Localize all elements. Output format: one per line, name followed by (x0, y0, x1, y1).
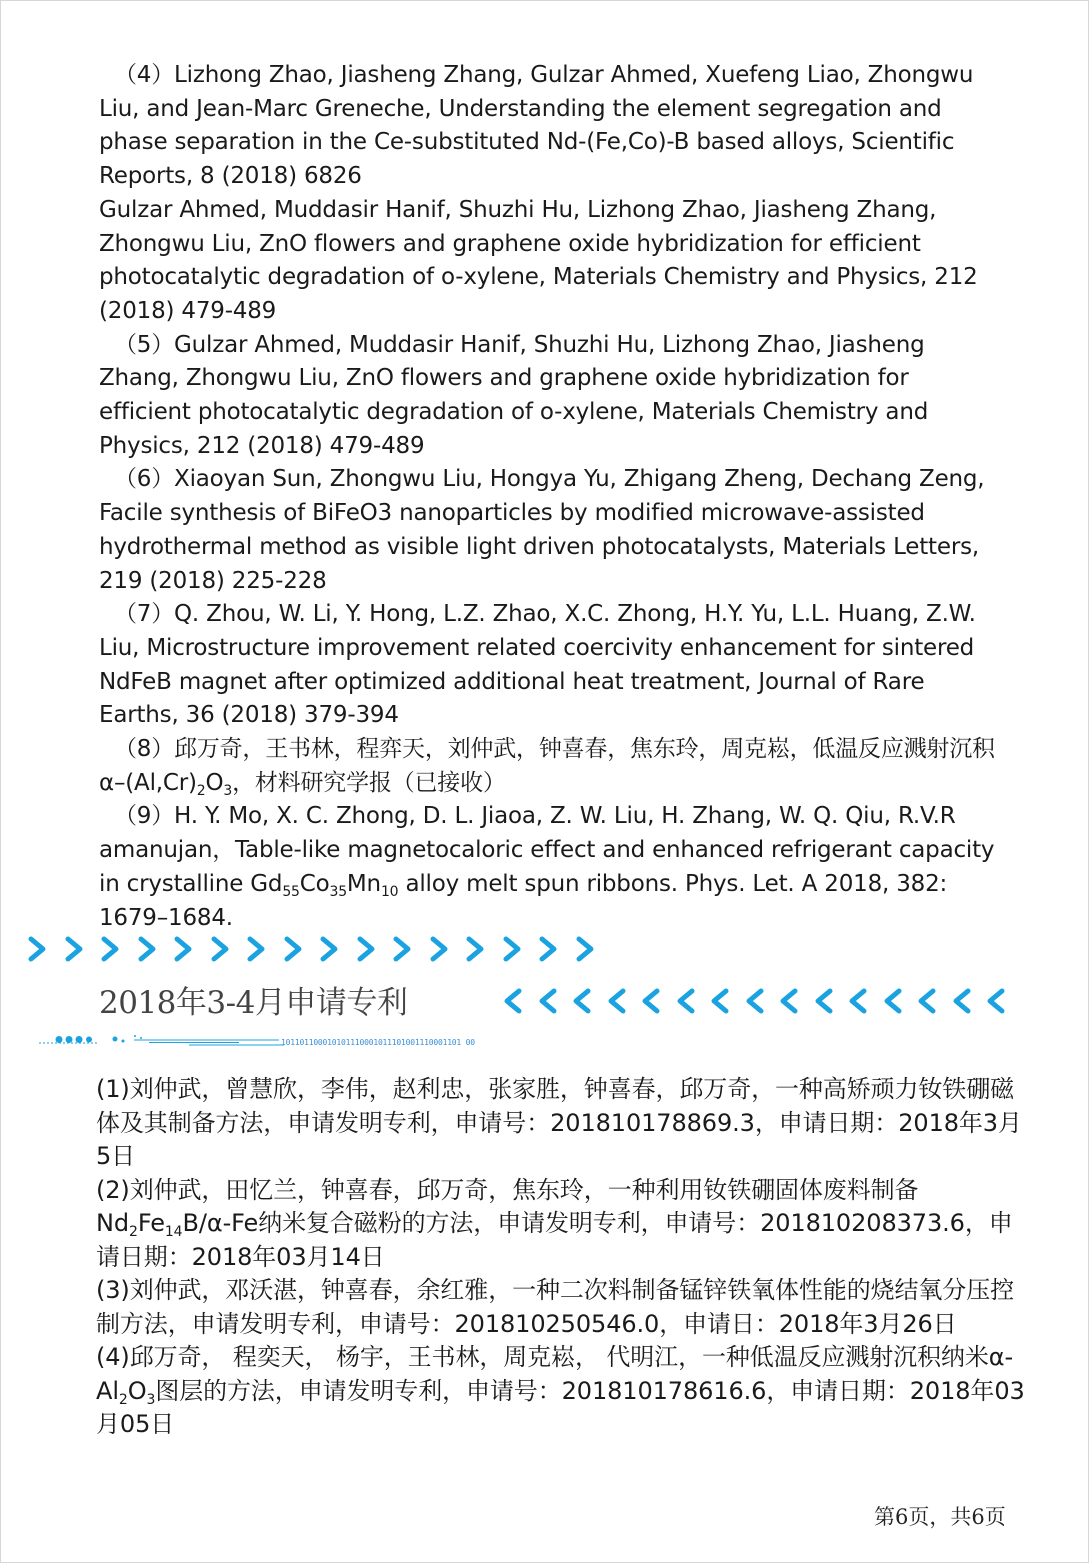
chevron-right-icon (500, 935, 526, 963)
chevron-left-icon (568, 987, 594, 1015)
patent-2-sub: 14 (164, 1224, 183, 1240)
chevron-right-icon (208, 935, 234, 963)
chevron-right-icon (427, 935, 453, 963)
chevron-left-icon (534, 987, 560, 1015)
patent-2-text: B/α-Fe纳米复合磁粉的方法，申请发明专利，申请号：201810208373.6，申请日期：2018年03月14日 (96, 1209, 1013, 1271)
chevron-left-icon (913, 987, 939, 1015)
patent-entry-3: (3)刘仲武，邓沃湛，钟喜春，余红雅，一种二次料制备锰锌铁氧体性能的烧结氧分压控制方法，申请发明专利，申请号：201810250546.0，申请日：2018年3月26日 (96, 1276, 1014, 1338)
chevron-left-icon (775, 987, 801, 1015)
chevron-right-icon (354, 935, 380, 963)
chevron-right-icon (573, 935, 599, 963)
paper-9-text: （9）H. Y. Mo, X. C. Zhong, D. L. Jiaoa, Z. W. Liu, H. Zhang, W. Q. Qiu, R.V.R amanujan，Table-like magnetocaloric effect and enhanced refrigerant capacity in crystalline Gd (99, 803, 995, 897)
patent-list (96, 1073, 1026, 1442)
chevron-left-icon (499, 987, 525, 1015)
chevron-right-icon (244, 935, 270, 963)
patent-2-sub: 2 (129, 1224, 138, 1240)
paper-9-sub: 55 (282, 883, 300, 900)
patent-4-sub: 3 (146, 1391, 156, 1408)
decorative-line (39, 1032, 289, 1048)
paper-entry-6: （6）Xiaoyan Sun, Zhongwu Liu, Hongya Yu, Zhigang Zheng, Dechang Zeng, Facile synthesis of BiFeO3 nanoparticles by modified microwave-assisted hydrothermal method as visible light driven photocatalysts, Materials Letters, 219 (2018) 225-228 (99, 466, 985, 594)
patent-2-text: (2)刘仲武，田忆兰，钟喜春，邱万奇，焦东玲，一种利用钕铁硼固体废料制备Nd (96, 1175, 919, 1237)
chevron-left-icon (948, 987, 974, 1015)
paper-entry-7: （7）Q. Zhou, W. Li, Y. Hong, L.Z. Zhao, X.C. Zhong, H.Y. Yu, L.L. Huang, Z.W. Liu, Microstructure improvement related coercivity enhancement for sintered NdFeB magnet after optimized additional heat treatment, Journal of Rare Earths, 36 (2018) 379-394 (99, 601, 976, 729)
chevron-left-icon (706, 987, 732, 1015)
paper-9-text: Co (299, 870, 330, 897)
paper-entry-8 (99, 733, 1004, 800)
chevron-left-icon (637, 987, 663, 1015)
paper-8-text: O (205, 769, 224, 796)
paper-9-sub: 10 (380, 883, 399, 900)
paper-8-text: （8）邱万奇，王书林，程弈天，刘仲武，钟喜春，焦东玲，周克崧，低温反应溅射沉积α–(Al,Cr) (99, 736, 995, 796)
chevron-right-icon (25, 935, 51, 963)
patent-entry-4 (96, 1341, 1026, 1442)
chevron-right-icon (463, 935, 489, 963)
chevron-right-icon (98, 935, 124, 963)
paper-entry-4-extra: Gulzar Ahmed, Muddasir Hanif, Shuzhi Hu, Lizhong Zhao, Jiasheng Zhang, Zhongwu Liu, ZnO flowers and graphene oxide hybridization for efficient photocatalytic degradation of o-xylene, Materials Chemistry and Physics, 212 (2018) 479-489 (99, 196, 978, 324)
chevron-row-right (25, 935, 599, 963)
paper-list (99, 59, 1004, 935)
chevron-left-icon (844, 987, 870, 1015)
chevron-right-icon (62, 935, 88, 963)
patent-entry-1: (1)刘仲武，曾慧欣，李伟，赵利忠，张家胜，钟喜春，邱万奇，一种高矫顽力钕铁硼磁体及其制备方法，申请发明专利，申请号：201810178869.3，申请日期：2018年3月5日 (96, 1075, 1022, 1170)
paper-entry-4: （4）Lizhong Zhao, Jiasheng Zhang, Gulzar Ahmed, Xuefeng Liao, Zhongwu Liu, and Jean-Marc Greneche, Understanding the element segregation and phase separation in the Ce-substituted Nd-(Fe,Co)-B based alloys, Scientific Reports, 8 (2018) 6826 (99, 62, 974, 190)
patent-4-text: O (127, 1376, 147, 1405)
paper-entry-9 (99, 800, 1004, 935)
paper-8-sub: 3 (223, 782, 233, 799)
patent-4-sub: 2 (118, 1391, 128, 1408)
chevron-left-icon (810, 987, 836, 1015)
chevron-right-icon (536, 935, 562, 963)
patent-4-text: (4)邱万奇， 程奕天， 杨宇，王书林，周克崧， 代明江，一种低温反应溅射沉积纳米α-Al (96, 1343, 1014, 1405)
chevron-left-icon (672, 987, 698, 1015)
chevron-row-left (499, 987, 1008, 1015)
chevron-left-icon (741, 987, 767, 1015)
paper-8-sub: 2 (196, 782, 206, 799)
chevron-right-icon (317, 935, 343, 963)
patent-4-text: 图层的方法，申请发明专利，申请号：201810178616.6，申请日期：2018年03月05日 (96, 1376, 1025, 1438)
patent-2-text: Fe (137, 1209, 165, 1237)
chevron-right-icon (171, 935, 197, 963)
binary-string: 101101100010101110001011101001110001101 00 (281, 1038, 475, 1047)
chevron-left-icon (603, 987, 629, 1015)
paper-9-text: Mn (346, 870, 381, 897)
chevron-left-icon (879, 987, 905, 1015)
section-title: 2018年3-4月申请专利 (99, 985, 408, 1021)
paper-9-sub: 35 (329, 883, 347, 900)
paper-entry-5: （5）Gulzar Ahmed, Muddasir Hanif, Shuzhi Hu, Lizhong Zhao, Jiasheng Zhang, Zhongwu Liu, ZnO flowers and graphene oxide hybridization for efficient photocatalytic degradation of o-xylene, Materials Chemistry and Physics, 212 (2018) 479-489 (99, 331, 929, 459)
chevron-right-icon (390, 935, 416, 963)
chevron-right-icon (135, 935, 161, 963)
patent-entry-2 (96, 1174, 1026, 1275)
chevron-left-icon (982, 987, 1008, 1015)
page-number: 第6页，共6页 (874, 1505, 1006, 1529)
paper-9-text: alloy melt spun ribbons. Phys. Let. A 2018, 382: 1679–1684. (99, 870, 948, 931)
paper-8-text: ，材料研究学报（已接收） (232, 769, 506, 796)
chevron-right-icon (281, 935, 307, 963)
